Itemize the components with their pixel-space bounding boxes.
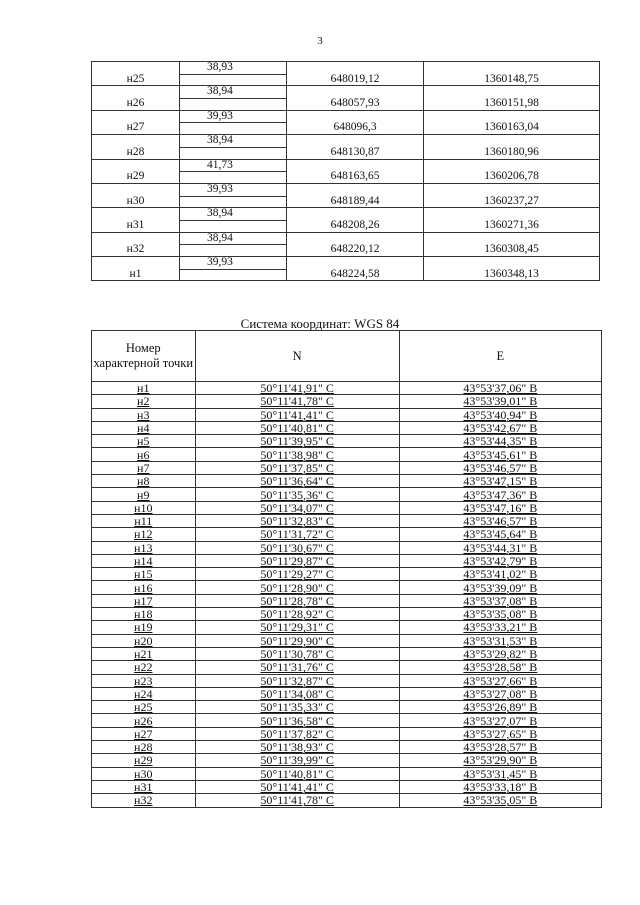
cell-e (399, 767, 601, 780)
cell-distance: 39,93 (180, 111, 287, 123)
cell-e (399, 687, 601, 700)
cell-y: 1360148,75 (424, 74, 600, 86)
cell-n (195, 435, 399, 448)
cell-n-text: 50°11'35,36" С (260, 487, 334, 502)
cell-e-text: 43°53'47,15" В (463, 474, 538, 489)
cell-point (92, 794, 196, 807)
table-row (91, 98, 600, 111)
cell-n (195, 780, 399, 793)
cell-empty (180, 171, 287, 183)
cell-point-text: н23 (134, 673, 153, 688)
cell-n (195, 594, 399, 607)
table-row (92, 541, 602, 554)
table-row (92, 661, 602, 674)
cell-e (399, 674, 601, 687)
cell-e (399, 634, 601, 647)
cell-point (92, 421, 196, 434)
cell-e-text: 43°53'44,35" В (463, 434, 538, 449)
cell-y: 1360151,98 (424, 98, 600, 110)
cell-point-text: н16 (134, 580, 153, 595)
cell-n (195, 701, 399, 714)
cell-point-text: н26 (134, 713, 153, 728)
cell-x: 648208,26 (287, 220, 424, 232)
cell-n (195, 514, 399, 527)
cell-point: н28 (91, 147, 180, 159)
cell-point-text: н13 (134, 540, 153, 555)
cell-e (399, 647, 601, 660)
table-row (91, 122, 600, 135)
cell-n-text: 50°11'31,76" С (260, 660, 334, 675)
cell-point-text: н2 (137, 394, 150, 409)
cell-empty (424, 62, 600, 74)
table-row (91, 244, 600, 257)
table-row (91, 196, 600, 209)
cell-e (399, 421, 601, 434)
cell-e-text: 43°53'29,82" В (463, 647, 538, 662)
table-row (92, 608, 602, 621)
cell-n-text: 50°11'41,41" С (260, 780, 334, 795)
cell-n-text: 50°11'30,78" С (260, 647, 334, 662)
cell-point-text: н29 (134, 753, 153, 768)
cell-n-text: 50°11'32,87" С (260, 673, 334, 688)
cell-e-text: 43°53'35,05" В (463, 793, 538, 808)
cell-empty (91, 257, 180, 269)
cell-point (92, 701, 196, 714)
cell-distance: 38,94 (180, 233, 287, 245)
cell-point: н1 (91, 269, 180, 281)
cell-e-text: 43°53'35,08" В (463, 607, 538, 622)
cell-point-text: н17 (134, 593, 153, 608)
cell-n (195, 541, 399, 554)
cell-n-text: 50°11'39,99" С (260, 753, 334, 768)
cell-point-text: н25 (134, 700, 153, 715)
cell-n-text: 50°11'28,78" С (260, 593, 334, 608)
cell-point-text: н24 (134, 686, 153, 701)
cell-n (195, 528, 399, 541)
table-row (92, 647, 602, 660)
cell-n-text: 50°11'28,92" С (260, 607, 334, 622)
cell-empty (180, 74, 287, 86)
cell-x: 648019,12 (287, 74, 424, 86)
cell-n (195, 767, 399, 780)
cell-e-text: 43°53'45,64" В (463, 527, 538, 542)
cell-point (92, 727, 196, 740)
cell-e (399, 528, 601, 541)
cell-e (399, 701, 601, 714)
cell-e-text: 43°53'31,53" В (463, 633, 538, 648)
table-row (92, 794, 602, 807)
cell-e-text: 43°53'47,36" В (463, 487, 538, 502)
cell-e (399, 568, 601, 581)
cell-x: 648057,93 (287, 98, 424, 110)
cell-point (92, 448, 196, 461)
cell-point-text: н14 (134, 554, 153, 568)
cell-n (195, 621, 399, 634)
cell-y: 1360308,45 (424, 244, 600, 256)
table-row (92, 741, 602, 754)
cell-point-text: н12 (134, 527, 153, 542)
cell-e-text: 43°53'31,45" В (463, 766, 538, 781)
cell-e (399, 594, 601, 607)
cell-e-text: 43°53'33,21" В (463, 620, 538, 635)
cell-point (92, 382, 196, 395)
cell-e (399, 727, 601, 740)
cell-n-text: 50°11'41,78" С (260, 394, 334, 409)
cell-distance: 41,73 (180, 160, 287, 172)
cell-point (92, 594, 196, 607)
cell-empty (180, 220, 287, 232)
cell-n (195, 461, 399, 474)
cell-n-text: 50°11'37,82" С (260, 726, 334, 741)
cell-distance: 38,94 (180, 135, 287, 147)
cell-empty (180, 147, 287, 159)
distance-row (91, 257, 600, 269)
cell-y: 1360271,36 (424, 220, 600, 232)
cell-point (92, 634, 196, 647)
table-row (92, 475, 602, 488)
cell-n-text: 50°11'29,90" С (260, 633, 334, 648)
table-row (91, 74, 600, 87)
cell-n (195, 554, 399, 567)
cell-point (92, 661, 196, 674)
cell-distance: 38,94 (180, 208, 287, 220)
cell-n-text: 50°11'41,91" С (260, 381, 334, 396)
cell-point-text: н20 (134, 633, 153, 648)
cell-point-text: н19 (134, 620, 153, 635)
cell-empty (180, 122, 287, 134)
table-row (92, 767, 602, 780)
cell-point (92, 541, 196, 554)
cell-distance: 38,94 (180, 86, 287, 98)
cell-e-text: 43°53'27,07" В (463, 713, 538, 728)
cell-e-text: 43°53'44,31" В (463, 540, 538, 555)
cell-empty (287, 62, 424, 74)
cell-point-text: н18 (134, 607, 153, 622)
cell-e (399, 501, 601, 514)
cell-point-text: н30 (134, 766, 153, 781)
cell-e (399, 581, 601, 594)
table-row (91, 220, 600, 233)
cell-n (195, 501, 399, 514)
cell-e-text: 43°53'37,08" В (463, 593, 538, 608)
cell-n (195, 395, 399, 408)
cell-n (195, 687, 399, 700)
cell-n-text: 50°11'41,78" С (260, 793, 334, 808)
table-row (92, 674, 602, 687)
cell-distance: 39,93 (180, 257, 287, 269)
cell-point (92, 514, 196, 527)
cell-n-text: 50°11'36,64" С (260, 474, 334, 489)
cell-point-text: н4 (137, 421, 150, 436)
cell-x: 648130,87 (287, 147, 424, 159)
cell-e (399, 621, 601, 634)
table-row (92, 687, 602, 700)
cell-point (92, 435, 196, 448)
header-point-number: Номер характерной точки (92, 331, 196, 382)
cell-y: 1360163,04 (424, 122, 600, 134)
coordinate-system-title: Система координат: WGS 84 (240, 316, 400, 331)
table-row (92, 501, 602, 514)
table-row (92, 514, 602, 527)
cell-e (399, 448, 601, 461)
table-row (92, 621, 602, 634)
cell-empty (287, 257, 424, 269)
cell-n (195, 741, 399, 754)
cell-point: н32 (91, 244, 180, 256)
cell-n-text: 50°11'29,27" С (260, 567, 334, 582)
cell-point (92, 568, 196, 581)
cell-n-text: 50°11'29,31" С (260, 620, 334, 635)
cell-empty (287, 184, 424, 196)
cell-n (195, 382, 399, 395)
cell-point (92, 621, 196, 634)
cell-e (399, 754, 601, 767)
cell-e-text: 43°53'27,65" В (463, 726, 538, 741)
cell-n (195, 727, 399, 740)
cell-point-text: н11 (134, 514, 153, 529)
table-row (92, 554, 602, 567)
cell-e-text: 43°53'39,09" В (463, 580, 538, 595)
cell-n-text: 50°11'41,41" С (260, 407, 334, 422)
table-row (92, 435, 602, 448)
cell-empty (91, 184, 180, 196)
cell-n-text: 50°11'39,95" С (260, 434, 334, 449)
cell-point-text: н7 (137, 460, 150, 475)
cell-y: 1360237,27 (424, 196, 600, 208)
table-row (92, 528, 602, 541)
cell-point-text: н9 (137, 487, 150, 502)
cell-point-text: н21 (134, 647, 153, 662)
cell-e-text: 43°53'41,02" В (463, 567, 538, 582)
cell-n (195, 674, 399, 687)
cell-n-text: 50°11'40,81" С (260, 766, 334, 781)
cell-e (399, 395, 601, 408)
cell-point-text: н32 (134, 793, 153, 808)
cell-e-text: 43°53'37,06" В (463, 381, 538, 396)
cell-point (92, 488, 196, 501)
cell-e (399, 608, 601, 621)
cell-n (195, 634, 399, 647)
cell-point (92, 461, 196, 474)
cell-e-text: 43°53'46,57" В (463, 460, 538, 475)
cell-e (399, 794, 601, 807)
cell-e (399, 475, 601, 488)
cell-x: 648096,3 (287, 122, 424, 134)
cell-n-text: 50°11'31,72" С (260, 527, 334, 542)
cell-e-text: 43°53'28,58" В (463, 660, 538, 675)
cell-empty (424, 184, 600, 196)
cell-e (399, 554, 601, 567)
cell-distance: 38,93 (180, 62, 287, 74)
table-row (92, 634, 602, 647)
table-row (91, 269, 600, 282)
cell-e (399, 541, 601, 554)
cell-point-text: н6 (137, 447, 150, 462)
table-row (92, 780, 602, 793)
cell-empty (180, 98, 287, 110)
cell-e (399, 514, 601, 527)
cell-e (399, 741, 601, 754)
cell-x: 648163,65 (287, 171, 424, 183)
cell-n-text: 50°11'37,85" С (260, 460, 334, 475)
cell-point-text: н22 (134, 660, 153, 675)
coordinate-table-wgs84 (91, 330, 602, 808)
cell-point (92, 475, 196, 488)
cell-e (399, 435, 601, 448)
cell-point: н31 (91, 220, 180, 232)
cell-point-text: н10 (134, 500, 153, 515)
cell-point (92, 714, 196, 727)
table-header-row (92, 331, 602, 382)
cell-e-text: 43°53'45,61" В (463, 447, 538, 462)
table-row (92, 421, 602, 434)
cell-point: н26 (91, 98, 180, 110)
cell-e-text: 43°53'39,01" В (463, 394, 538, 409)
cell-y: 1360206,78 (424, 171, 600, 183)
cell-e-text: 43°53'27,66" В (463, 673, 538, 688)
cell-e-text: 43°53'40,94" В (463, 407, 538, 422)
cell-point (92, 767, 196, 780)
table-row (92, 581, 602, 594)
cell-e-text: 43°53'46,57" В (463, 514, 538, 529)
table-row (92, 701, 602, 714)
table-row (92, 714, 602, 727)
cell-n (195, 608, 399, 621)
cell-distance: 39,93 (180, 184, 287, 196)
cell-n-text: 50°11'32,83" С (260, 514, 334, 529)
cell-point (92, 674, 196, 687)
cell-point (92, 687, 196, 700)
cell-y: 1360180,96 (424, 147, 600, 159)
cell-e (399, 780, 601, 793)
cell-point (92, 501, 196, 514)
header-n: N (195, 331, 399, 382)
table-row (92, 754, 602, 767)
distance-row (91, 61, 600, 74)
cell-n (195, 794, 399, 807)
cell-e (399, 714, 601, 727)
cell-n-text: 50°11'34,08" С (260, 686, 334, 701)
table-row (92, 448, 602, 461)
table-row (91, 147, 600, 160)
cell-n (195, 408, 399, 421)
cell-empty (424, 257, 600, 269)
table-row (92, 727, 602, 740)
cell-point (92, 780, 196, 793)
cell-e (399, 382, 601, 395)
cell-e-text: 43°53'42,67" В (463, 421, 538, 436)
cell-n-text: 50°11'34,07" С (260, 500, 334, 515)
page-number: 3 (317, 35, 323, 47)
cell-n-text: 50°11'29,87" С (260, 554, 334, 568)
table-row (92, 408, 602, 421)
header-e: E (399, 331, 601, 382)
cell-point (92, 395, 196, 408)
cell-point (92, 408, 196, 421)
coordinate-table-msk (91, 61, 600, 281)
cell-point (92, 608, 196, 621)
table-row (92, 382, 602, 395)
cell-point-text: н8 (137, 474, 150, 489)
cell-n (195, 661, 399, 674)
cell-e-text: 43°53'42,79" В (463, 554, 538, 568)
cell-e-text: 43°53'26,89" В (463, 700, 538, 715)
cell-point-text: н31 (134, 780, 153, 795)
cell-e-text: 43°53'28,57" В (463, 740, 538, 755)
cell-e (399, 661, 601, 674)
cell-y: 1360348,13 (424, 269, 600, 281)
cell-point: н27 (91, 122, 180, 134)
table-row (92, 568, 602, 581)
cell-n-text: 50°11'35,33" С (260, 700, 334, 715)
cell-point: н25 (91, 74, 180, 86)
cell-n-text: 50°11'38,93" С (260, 740, 334, 755)
cell-point-text: н1 (137, 381, 150, 396)
cell-x: 648224,58 (287, 269, 424, 281)
cell-point-text: н27 (134, 726, 153, 741)
table-row (91, 171, 600, 184)
cell-e-text: 43°53'27,08" В (463, 686, 538, 701)
cell-empty (180, 196, 287, 208)
cell-empty (180, 244, 287, 256)
cell-n (195, 714, 399, 727)
cell-point-text: н28 (134, 740, 153, 755)
cell-e-text: 43°53'29,90" В (463, 753, 538, 768)
cell-x: 648220,12 (287, 244, 424, 256)
cell-n-text: 50°11'28,90" С (260, 580, 334, 595)
cell-n (195, 448, 399, 461)
cell-n-text: 50°11'36,58" С (260, 713, 334, 728)
cell-empty (91, 62, 180, 74)
cell-n-text: 50°11'38,98" С (260, 447, 334, 462)
table-row (92, 594, 602, 607)
cell-n (195, 475, 399, 488)
distance-row (91, 184, 600, 196)
cell-point (92, 647, 196, 660)
cell-e (399, 488, 601, 501)
cell-empty (180, 269, 287, 281)
cell-n (195, 754, 399, 767)
cell-n (195, 488, 399, 501)
cell-point (92, 528, 196, 541)
cell-point-text: н5 (137, 434, 150, 449)
cell-n (195, 421, 399, 434)
cell-point (92, 581, 196, 594)
cell-point-text: н3 (137, 407, 150, 422)
cell-e (399, 408, 601, 421)
cell-e-text: 43°53'47,16" В (463, 500, 538, 515)
cell-point (92, 754, 196, 767)
cell-point: н30 (91, 196, 180, 208)
cell-point (92, 741, 196, 754)
cell-e (399, 461, 601, 474)
cell-point-text: н15 (134, 567, 153, 582)
table-row (92, 395, 602, 408)
cell-n (195, 581, 399, 594)
table-row (92, 461, 602, 474)
cell-n-text: 50°11'40,81" С (260, 421, 334, 436)
cell-x: 648189,44 (287, 196, 424, 208)
cell-e-text: 43°53'33,18" В (463, 780, 538, 795)
cell-point (92, 554, 196, 567)
cell-n (195, 568, 399, 581)
table-row (92, 488, 602, 501)
cell-n-text: 50°11'30,67" С (260, 540, 334, 555)
cell-point: н29 (91, 171, 180, 183)
cell-n (195, 647, 399, 660)
